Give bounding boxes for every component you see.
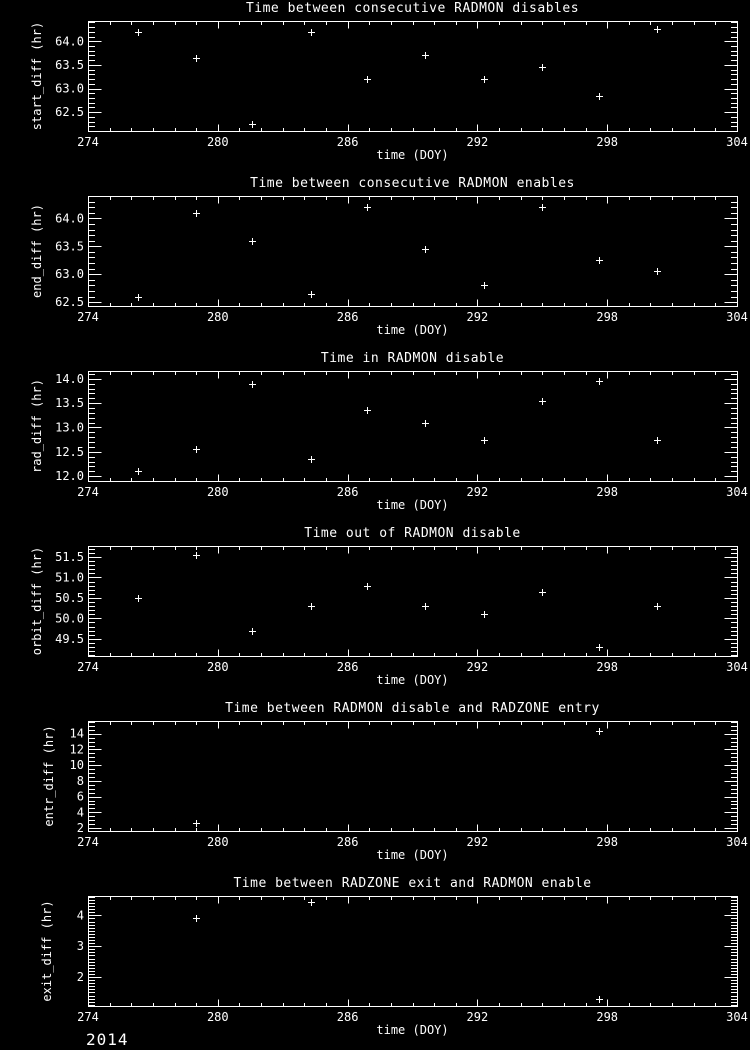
svg-text:64.0: 64.0 [55,34,84,49]
svg-text:292: 292 [466,660,489,674]
svg-text:286: 286 [336,660,359,674]
y-axis-label: start_diff (hr) [30,21,44,131]
x-axis-label: time (DOY) [376,323,449,337]
chart-title: Time between RADMON disable and RADZONE entry [225,701,600,716]
svg-text:4: 4 [76,908,84,923]
y-axis-label: orbit_diff (hr) [30,546,44,656]
svg-text:3: 3 [76,939,84,954]
svg-text:64.0: 64.0 [55,211,84,226]
svg-text:13.5: 13.5 [55,396,84,411]
y-axis-label: end_diff (hr) [30,204,44,298]
y-axis-label: exit_diff (hr) [40,900,54,1002]
subplot-end-diff [0,175,750,350]
svg-text:286: 286 [336,310,359,324]
svg-text:274: 274 [77,835,99,849]
svg-text:62.5: 62.5 [55,295,84,310]
svg-text:298: 298 [596,835,619,849]
svg-text:280: 280 [206,660,229,674]
svg-text:274: 274 [77,135,99,149]
chart-title: Time in RADMON disable [320,351,505,366]
svg-text:304: 304 [726,135,748,149]
svg-text:298: 298 [596,660,619,674]
svg-text:63.0: 63.0 [55,81,84,96]
year-label: 2014 [86,1030,129,1049]
svg-text:298: 298 [596,310,619,324]
svg-text:304: 304 [726,835,748,849]
svg-text:2: 2 [76,821,84,836]
svg-text:6: 6 [76,789,84,804]
svg-text:62.5: 62.5 [55,105,84,120]
svg-text:280: 280 [206,310,229,324]
svg-text:63.5: 63.5 [55,239,84,254]
svg-text:298: 298 [596,485,619,499]
svg-text:14.0: 14.0 [55,371,84,386]
subplot-start-diff [0,0,750,175]
svg-text:292: 292 [466,835,489,849]
svg-text:4: 4 [76,805,84,820]
svg-text:286: 286 [336,135,359,149]
svg-text:274: 274 [77,485,99,499]
x-axis-label: time (DOY) [376,148,449,162]
svg-text:12.0: 12.0 [55,469,84,484]
subplot-entr-diff [0,700,750,875]
svg-text:13.0: 13.0 [55,420,84,435]
x-axis-label: time (DOY) [376,498,449,512]
svg-text:63.0: 63.0 [55,267,84,282]
subplot-rad-diff [0,350,750,525]
svg-text:292: 292 [466,310,489,324]
svg-text:286: 286 [336,835,359,849]
svg-text:8: 8 [76,773,84,788]
x-axis-label: time (DOY) [376,848,449,862]
svg-text:274: 274 [77,660,99,674]
svg-text:280: 280 [206,135,229,149]
svg-text:12: 12 [69,742,84,757]
y-axis-label: rad_diff (hr) [30,379,44,473]
svg-text:274: 274 [77,310,99,324]
svg-text:274: 274 [77,1010,99,1024]
svg-text:304: 304 [726,310,748,324]
svg-text:14: 14 [69,726,84,741]
subplot-exit-diff [0,875,750,1050]
svg-text:49.5: 49.5 [55,631,84,646]
svg-text:304: 304 [726,485,748,499]
x-axis-label: time (DOY) [376,673,449,687]
svg-text:286: 286 [336,1010,359,1024]
svg-text:304: 304 [726,660,748,674]
svg-text:292: 292 [466,1010,489,1024]
chart-title: Time between consecutive RADMON disables [245,1,580,16]
svg-text:12.5: 12.5 [55,444,84,459]
svg-text:292: 292 [466,135,489,149]
chart-title: Time between consecutive RADMON enables [250,176,575,191]
svg-text:50.5: 50.5 [55,590,84,605]
svg-text:280: 280 [206,1010,229,1024]
svg-text:280: 280 [206,485,229,499]
svg-text:2: 2 [76,970,84,985]
y-axis-label: entr_diff (hr) [42,725,56,827]
svg-text:63.5: 63.5 [55,57,84,72]
x-axis-label: time (DOY) [376,1023,449,1037]
svg-text:10: 10 [69,758,84,773]
svg-text:298: 298 [596,135,619,149]
svg-text:51.5: 51.5 [55,550,84,565]
subplot-orbit-diff [0,525,750,700]
svg-text:50.0: 50.0 [55,611,84,626]
svg-text:304: 304 [726,1010,748,1024]
svg-text:286: 286 [336,485,359,499]
chart-title: Time out of RADMON disable [304,526,521,541]
chart-title: Time between RADZONE exit and RADMON enable [233,876,592,891]
svg-text:51.0: 51.0 [55,570,84,585]
svg-text:280: 280 [206,835,229,849]
svg-text:292: 292 [466,485,489,499]
svg-text:298: 298 [596,1010,619,1024]
